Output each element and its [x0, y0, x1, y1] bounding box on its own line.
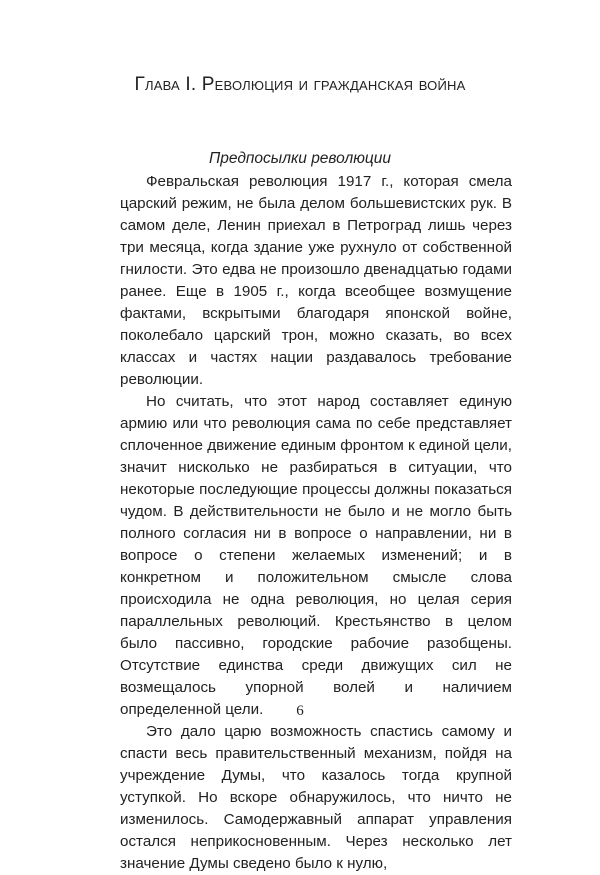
page-number: 6	[296, 703, 304, 719]
paragraph-1: Февральская революция 1917 г., которая смела царский режим, не была делом большевистских рук. В самом деле, Ленин приехал в Петроград лишь через три месяца, когда здание уже рухнуло от собственной гнилости. Это едва не произошло двенадцатью годами ранее. Еще в 1905 г., когда всеобщее возмущение фактами, вскрытыми благодаря японской войне, поколебало царский трон, можно сказать, во всех классах и частях нации раздавалось требование революции.	[120, 173, 512, 388]
paragraph-2: Но считать, что этот народ составляет единую армию или что революция сама по себе представляет сплоченное движение единым фронтом к единой цели, значит нисколько не разбираться в ситуации, что некоторые последующие процессы должны показаться чудом. В действительности не было и не могло быть полного согласия ни в вопросе о направлении, ни в вопросе о степени желаемых изменений; и в конкретном и положительном смысле слова происходила не одна революция, но целая серия параллельных революций. Крестьянство в целом было пассивно, городские рабочие разобщены. Отсутствие единства среди движущих сил не возмещалось упорной волей и наличием определенной цели.	[120, 393, 512, 718]
section-title: Предпосылки революции	[209, 150, 391, 167]
body-text	[120, 171, 512, 875]
chapter-title: Глава I. Революция и гражданская война	[134, 74, 466, 95]
paragraph-3: Это дало царю возможность спастись самому и спасти весь правительственный механизм, пойдя на учреждение Думы, что казалось тогда крупной уступкой. Но вскоре обнаружилось, что ничто не изменилось. Самодержавный аппарат управления остался неприкосновенным. Через несколько лет значение Думы сведено было к нулю,	[120, 723, 512, 872]
